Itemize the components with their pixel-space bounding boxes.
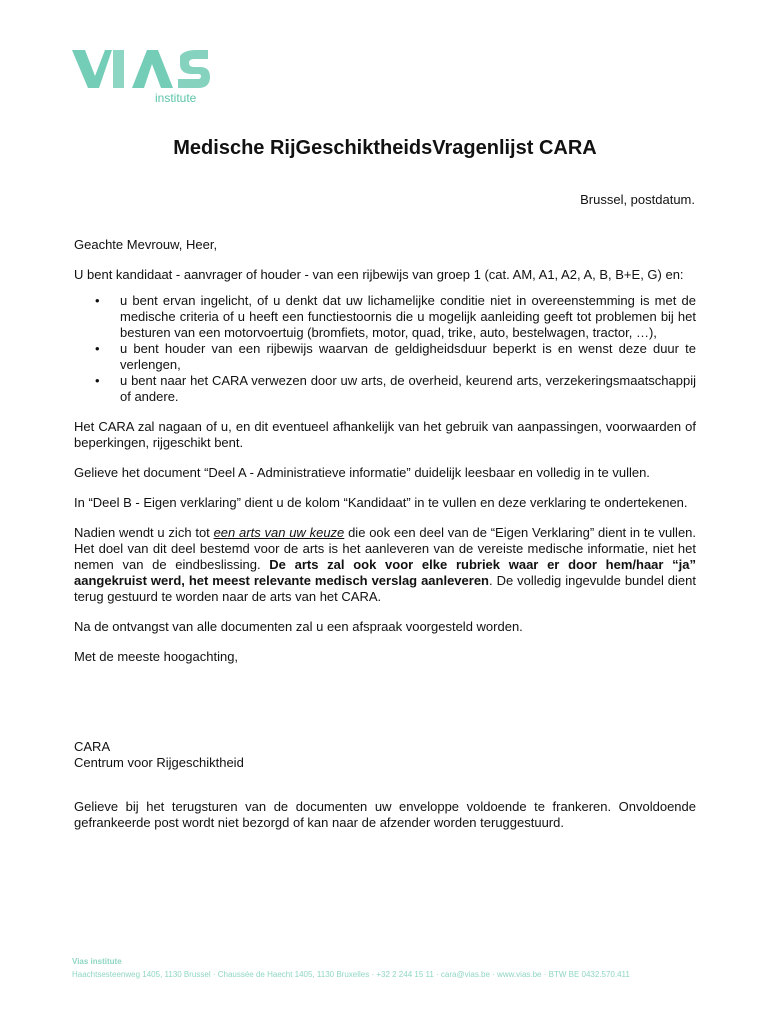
vias-logo-mark: [72, 48, 212, 90]
footer: [72, 955, 712, 981]
place-date: Brussel, postdatum.: [580, 192, 695, 207]
cara-paragraph: Het CARA zal nagaan of u, en dit eventueel afhankelijk van het gebruik van aanpassingen, voorwaarden of beperkingen, rijgeschikt bent.: [74, 419, 696, 450]
arts-keuze-link: een arts van uw keuze: [213, 525, 345, 540]
intro-paragraph: U bent kandidaat - aanvrager of houder - van een rijbewijs van groep 1 (cat. AM, A1, A2, A, B, B+E, G) en:: [74, 267, 684, 282]
arts-text-pre: Nadien wendt u zich tot: [74, 525, 214, 540]
deel-a-paragraph: Gelieve het document “Deel A - Administratieve informatie” duidelijk leesbaar en volledig in te vullen.: [74, 465, 650, 480]
arts-text-post: . De volledig ingevulde bundel dient terug gestuurd te worden naar de arts van het CARA.: [74, 573, 696, 604]
arts-text-mid: die ook een deel van de “Eigen Verklaring” dient in te vullen. Het doel van dit deel bestemd voor de arts is het aanleveren van de vereiste medische informatie, niet het nemen van de eindbeslissing.: [74, 525, 697, 572]
vias-logo: [72, 48, 212, 110]
signature: [74, 739, 696, 771]
arts-bold-text: De arts zal ook voor elke rubriek waar er door hem/haar “ja” aangekruist werd, het meest relevante medisch verslag aanleveren: [74, 557, 697, 588]
salutation: Geachte Mevrouw, Heer,: [74, 237, 218, 252]
postage-paragraph: Gelieve bij het terugsturen van de documenten uw enveloppe voldoende te frankeren. Onvoldoende gefrankeerde post wordt niet bezorgd of kan naar de afzender worden teruggestuurd.: [74, 799, 696, 830]
signature-org: CARA: [74, 739, 111, 754]
list-item: • u bent houder van een rijbewijs waarvan de geldigheidsduur beperkt is en wenst deze duur te verlengen,: [120, 341, 696, 373]
condition-list: [74, 293, 696, 405]
logo-subtitle: institute: [155, 91, 197, 105]
footer-address: Haachtsesteenweg 1405, 1130 Brussel · Chaussée de Haecht 1405, 1130 Bruxelles · +32 2 244 15 11 · cara@vias.be · www.vias.be · BTW BE 0432.570.411: [72, 970, 630, 979]
letter-body: [74, 237, 696, 845]
list-item: • u bent naar het CARA verwezen door uw arts, de overheid, keurend arts, verzekeringsmaatschappij of andere.: [120, 373, 696, 405]
deel-b-paragraph: In “Deel B - Eigen verklaring” dient u de kolom “Kandidaat” in te vullen en deze verklaring te ondertekenen.: [74, 495, 688, 510]
list-item: • u bent ervan ingelicht, of u denkt dat uw lichamelijke conditie niet in overeenstemming is met de medische criteria of u heeft een functiestoornis die u mogelijk aanleiding geeft tot problemen bij het besturen van een motorvoertuig (bromfiets, motor, quad, trike, auto, bestelwagen, tractor, …),: [120, 293, 696, 341]
signature-full: Centrum voor Rijgeschiktheid: [74, 755, 244, 770]
closing: Met de meeste hoogachting,: [74, 649, 239, 664]
afspraak-paragraph: Na de ontvangst van alle documenten zal u een afspraak voorgesteld worden.: [74, 619, 523, 634]
page-title: Medische RijGeschiktheidsVragenlijst CARA: [173, 137, 597, 159]
arts-paragraph: [74, 525, 696, 605]
footer-name: Vias institute: [72, 957, 122, 966]
